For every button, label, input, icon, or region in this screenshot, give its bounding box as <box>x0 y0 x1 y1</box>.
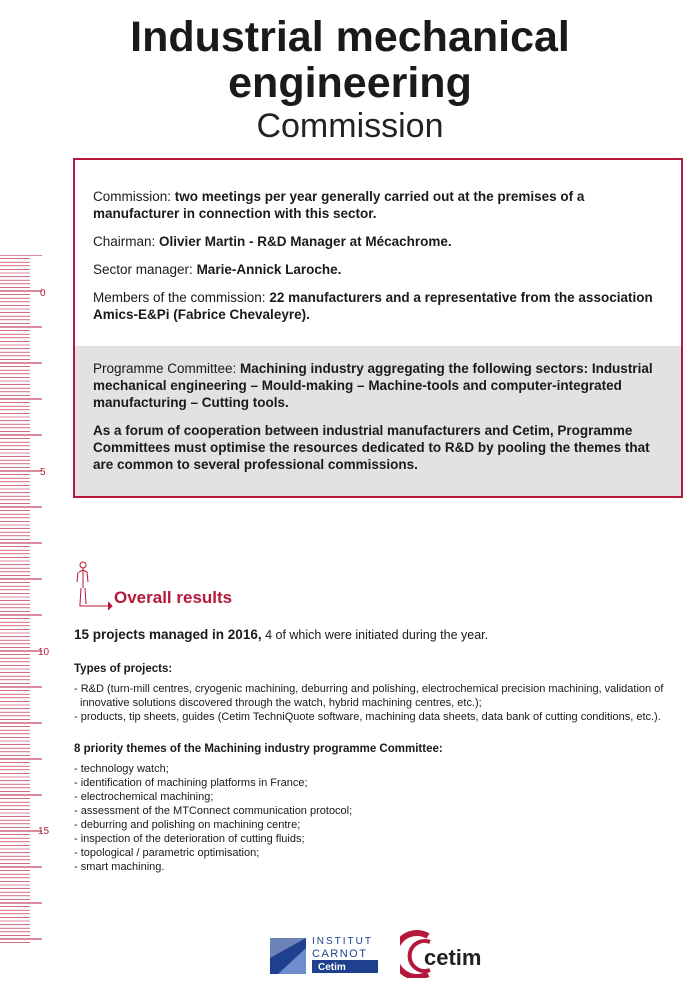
programme-committee-value: Machining industry aggregating the following sectors: Industrial mechanical engineering – Mould-making – Machine-tools and computer-integrated manufacturing – Cutting tools. <box>93 361 653 410</box>
sector-manager-label: Sector manager: <box>93 262 197 277</box>
commission-label: Commission: <box>93 189 175 204</box>
commission-value: two meetings per year generally carried out at the premises of a manufacturer in connection with this sector. <box>93 189 585 221</box>
commission-row <box>93 188 663 222</box>
page-title-line2: engineering <box>228 59 472 107</box>
programme-committee-row <box>93 360 663 411</box>
sector-manager-row <box>93 261 663 278</box>
list-item: - assessment of the MTConnect communication protocol; <box>74 805 353 817</box>
commission-info-box <box>73 158 683 498</box>
cetim-logo <box>400 928 500 978</box>
commission-details <box>75 160 681 346</box>
ruler-ticks <box>0 255 42 943</box>
results-lead <box>74 628 694 642</box>
list-item: - smart machining. <box>74 861 165 873</box>
ruler-label-5: 5 <box>40 467 46 478</box>
ruler-label-15: 15 <box>38 826 50 837</box>
programme-committee-label: Programme Committee: <box>93 361 241 376</box>
page-header <box>60 14 640 146</box>
results-content <box>74 628 694 892</box>
carnot-line3: Cetim <box>318 962 346 973</box>
ruler-label-0: 0 <box>40 288 46 299</box>
chairman-value: Olivier Martin - R&D Manager at Mécachrome. <box>159 234 452 249</box>
overall-results-heading: Overall results <box>114 588 233 607</box>
ruler-scale <box>0 255 70 955</box>
carnot-line2: CARNOT <box>312 948 368 960</box>
programme-committee-panel <box>75 346 681 496</box>
results-lead-rest: 4 of which were initiated during the year. <box>261 628 489 642</box>
ruler-label-10: 10 <box>38 647 50 658</box>
types-list <box>74 682 694 724</box>
list-item: - inspection of the deterioration of cutting fluids; <box>74 833 305 845</box>
members-row <box>93 289 663 323</box>
chairman-row <box>93 233 663 250</box>
page-title-line1: Industrial mechanical <box>130 13 570 61</box>
forum-text-value: As a forum of cooperation between industrial manufacturers and Cetim, Programme Committees must optimise the resources dedicated to R&D by pooling the themes that are common to several professional commissions. <box>93 423 650 472</box>
cetim-text: cetim <box>424 945 482 970</box>
members-value: 22 manufacturers and a representative from the association Amics-E&Pi (Fabrice Chevaleyre). <box>93 290 653 322</box>
list-item: - products, tip sheets, guides (Cetim TechniQuote software, machining data sheets, data bank of cutting conditions, etc.). <box>74 711 661 723</box>
list-item: - identification of machining platforms in France; <box>74 777 308 789</box>
page-subtitle: Commission <box>256 107 444 145</box>
list-item: - technology watch; <box>74 763 169 775</box>
results-lead-bold: 15 projects managed in 2016, <box>74 627 262 642</box>
list-item: - deburring and polishing on machining centre; <box>74 819 301 831</box>
themes-list <box>74 762 694 874</box>
types-heading: Types of projects: <box>74 663 173 675</box>
list-item: - topological / parametric optimisation; <box>74 847 260 859</box>
list-item: - electrochemical machining; <box>74 791 214 803</box>
person-arrow-icon <box>74 560 114 610</box>
forum-text <box>93 422 663 473</box>
members-label: Members of the commission: <box>93 290 270 305</box>
list-item: - R&D (turn-mill centres, cryogenic machining, deburring and polishing, electrochemical precision machining, validation of innovative solutions discovered through the watch, hybrid machining centres, etc.); <box>74 683 664 709</box>
sector-manager-value: Marie-Annick Laroche. <box>196 262 342 277</box>
carnot-line1: INSTITUT <box>312 936 373 947</box>
chairman-label: Chairman: <box>93 234 160 249</box>
themes-heading: 8 priority themes of the Machining industry programme Committee: <box>74 743 443 755</box>
